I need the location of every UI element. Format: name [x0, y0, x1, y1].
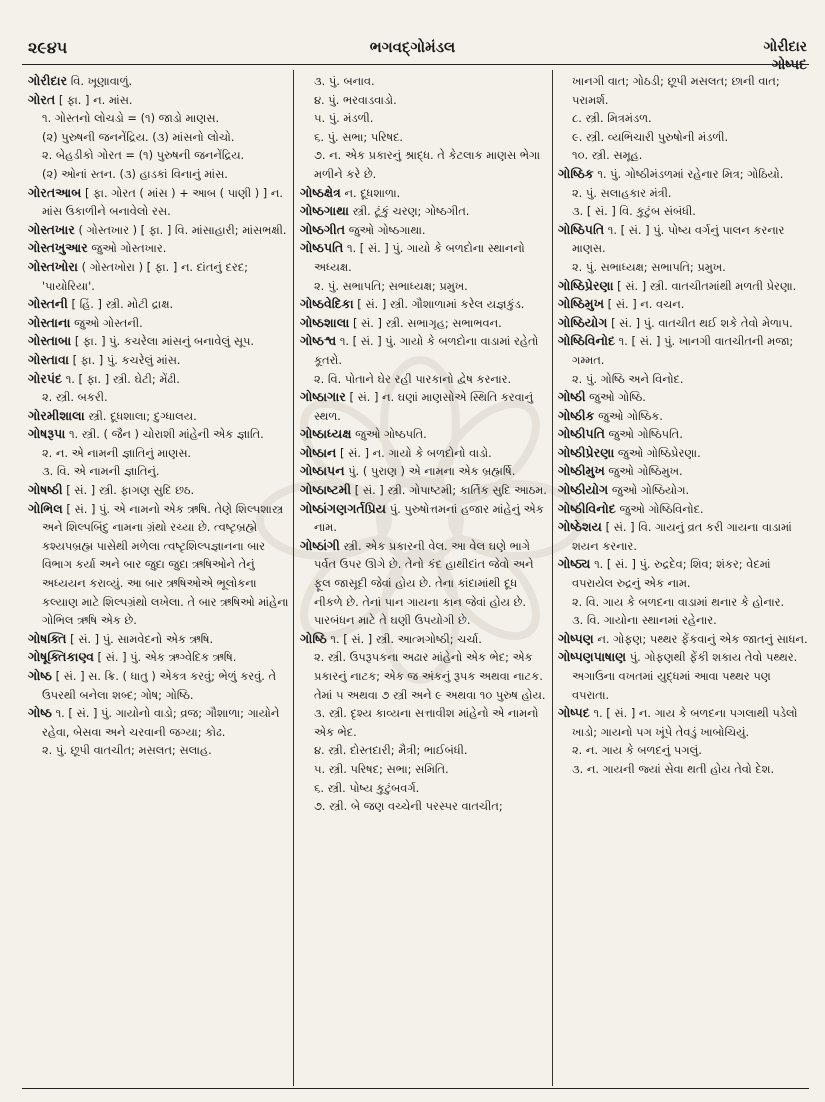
entry-definition: જુઓ ગોષ્ઠિપતિ. [604, 427, 683, 442]
dictionary-entry [300, 221, 548, 240]
entry-headword: ગોષ્ઠાંગણગર્તપ્રિય [300, 500, 387, 516]
entry-sense: (૨) ઓનાં સ્તન. (૩) હાડકાં વિનાનું માંસ. [42, 166, 228, 181]
dictionary-entry [558, 165, 808, 184]
dictionary-entry [28, 258, 290, 295]
entry-definition: જુઓ ગોષ્ઠિપ્રેરણા. [614, 445, 701, 460]
entry-sense: ૬. સ્ત્રી. પોષ્ય કુટુંબવર્ગ. [314, 780, 420, 795]
entry-headword: ગોષૂક્તિકાણ્વ [28, 649, 94, 665]
entry-definition: જુઓ ગોષ્ઠિવિનોદ. [615, 501, 704, 516]
entry-definition: [ સં. ] ન. ઘણાં માણસોએ સ્થિતિ કરવાનું સ્થળ. [314, 390, 534, 423]
dictionary-entry [28, 91, 290, 110]
entry-headword: ગોષ્ઠિવિનોદ [558, 333, 616, 349]
entry-definition: [ સં. ] સ્ત્રી. ફાગણ સુદિ છઠ. [62, 483, 195, 498]
entry-definition: જુઓ ગોષ્ઠિયોગ. [608, 483, 690, 498]
entry-headword: ગોરમીશાલા [28, 407, 85, 423]
entry-headword: ગોસ્તાબા [28, 333, 72, 349]
entry-definition: [ સં. ] સ. ક્રિ. ( ધાતુ ) એકત્ર કરવું; ભેળું કરવું. તે ઉપરથી બનેલા શબ્દ; ગોષ; ગોષ્ઠિ. [42, 669, 277, 702]
entry-headword: ગોષ્ઠિક [558, 165, 594, 181]
entry-headword: ગોષ્ઠવેદિકા [300, 296, 354, 312]
entry-definition: ૧. [ સં. ] પું. પોષ્ય વર્ગનું પાલન કરનાર માણસ. [572, 222, 785, 256]
entry-definition: ૧. [ ફા. ] સ્ત્રી. ઘેટી; મેંઢી. [62, 371, 180, 386]
column-divider [552, 70, 553, 1086]
entry-sense: ૭. ન. એક પ્રકારનું શ્રાદ્ધ. તે કેટલાક માણસ ભેગા મળીને કરે છે. [314, 148, 541, 181]
entry-sense: ૩. વિ. એ નામની જ્ઞાતિનું. [42, 464, 160, 479]
entry-sense: ખાનગી વાત; ગોઠડી; છૂપી મસલત; છાની વાત; પરામર્શ. [572, 74, 780, 107]
entry-definition: વિ. ખૂણાવાળું. [67, 74, 133, 88]
entry-sense: ૨. પું. છૂપી વાતચીત; મસલત; સલાહ. [42, 743, 212, 758]
footer-rule [22, 1088, 809, 1089]
entry-definition: જુઓ ગોષ્ઠિક. [594, 408, 663, 423]
entry-definition: ૧. [ સં. ] પું. ગાયોનો વાડો; વ્રજ; ગૌશાળા; ગાયોને રહેવા, બેસવા અને ચરવાની જગ્યા; કોઢ. [42, 706, 280, 739]
entry-definition: [ સં. ] પું. એક ઋગ્વેદિક ઋષિ. [93, 650, 237, 665]
dictionary-entry [558, 630, 808, 649]
entry-sense: ૨. પું. સલાહકાર મંત્રી. [572, 185, 672, 200]
book-title: ભગવદ્ગોમંડલ [369, 38, 456, 56]
entry-definition: જુઓ ગોસ્તખાર. [87, 241, 167, 256]
entry-sense: ૧૦. સ્ત્રી. સમૂહ. [572, 148, 643, 163]
entry-definition: [ ફા. ગોરત ( માંસ ) + આબ ( પાણી ) ] ન. માંસ ઉકાળીને બનાવેલો રસ. [42, 185, 283, 219]
entry-headword: ગોસ્તની [28, 296, 68, 312]
entry-sense: ૨. ન. ગાય કે બળદનું પગલું. [572, 743, 702, 758]
dictionary-entry [558, 500, 808, 519]
dictionary-entry [300, 500, 548, 537]
dictionary-entry [28, 425, 290, 444]
entry-headword: ગોષ્પદ [558, 705, 590, 721]
entry-headword: ગોષ્ઠીક [558, 407, 595, 423]
entry-definition: ૧. [ સં. ] પું. ગાયો કે બળદોના સ્થાનનો અધ્યક્ષ. [314, 241, 525, 274]
entry-definition: [ સં. ] ન. ગાયો કે બળદોનો વાડો. [336, 445, 492, 460]
entry-headword: ગોષ્ઠપતિ [300, 240, 344, 256]
entry-headword: ગોષ્ઠક્ષેત્ર [300, 184, 341, 200]
dictionary-entry [558, 648, 808, 704]
entry-sense: ૨. પું. સભાધ્યક્ષ; સભાપતિ; પ્રમુખ. [572, 259, 726, 274]
entry-definition: [ સં. ] સ્ત્રી. વાતચીતમાંથી મળતી પ્રેરણા. [613, 278, 797, 293]
entry-headword: ગોષ્ઠ [28, 705, 52, 721]
dictionary-entry [558, 295, 808, 314]
entry-headword: ગોષ્ઠીપ્રેરણા [558, 444, 615, 460]
entry-headword: ગોષ્ઠાંગી [300, 537, 340, 553]
dictionary-entry [558, 462, 808, 481]
entry-headword: ગોષ્ઠિપ્રેરણા [558, 277, 614, 293]
entry-definition: પું. પુરુષોત્તમનાં હજાર માંહેનું એક નામ. [314, 501, 544, 535]
entry-definition: ૧. [ સં. ] પું. ખાનગી વાતચીતની મજા; ગમ્મત. [572, 334, 794, 367]
entry-sense: ૭. સ્ત્રી. બે જણ વચ્ચેની પરસ્પર વાતચીત; [314, 799, 503, 814]
entry-headword: ગોષ્ઠ્ય [558, 556, 591, 572]
guide-word-first: ગોરીદાર [763, 39, 807, 55]
entry-sense: ૪. સ્ત્રી. દોસ્તદારી; મૈત્રી; ભાઈબંધી. [314, 743, 468, 758]
entry-headword: ગોષ્ઠી [558, 389, 586, 405]
dictionary-entry [558, 314, 808, 333]
entry-headword: ગોષષ્ઠી [28, 482, 63, 498]
dictionary-entry [558, 407, 808, 426]
dictionary-entry [300, 332, 548, 369]
entry-definition: [ ફા. ] પું. કચરેલું માંસ. [68, 352, 181, 367]
entry-sense: ૩. ન. ગાયની જ્યાં સેવા થતી હોય તેવો દેશ. [572, 761, 775, 776]
entry-headword: ગોષ્ઠગીત [300, 221, 346, 237]
entry-sense: (૨) પુરુષની જનનેંદ્રિય. (૩) માંસનો લોચો. [42, 129, 235, 144]
entry-headword: ગોરતઆબ [28, 184, 82, 200]
page-number: ૨૯૪૫ [28, 38, 68, 57]
entry-definition: ૧. સ્ત્રી. ( જૈન ) ચોરાશી માંહેની એક જ્ઞાતિ. [65, 427, 264, 442]
dictionary-entry [28, 648, 290, 667]
dictionary-entry [28, 184, 290, 221]
entry-sense: ૨. પું. ગોષ્ઠિ અને વિનોદ. [572, 371, 684, 386]
entry-sense: ૫. પું. મંડળી. [314, 111, 374, 126]
entry-headword: ગોષ્ઠિયોગ [558, 314, 608, 330]
dictionary-entry [558, 518, 808, 555]
entry-headword: ગોષ્ઠિપતિ [558, 221, 605, 237]
entry-sense: ૩. પું. બનાવ. [314, 74, 375, 88]
dictionary-entry [558, 444, 808, 463]
entry-definition: જુઓ ગોસ્તની. [70, 315, 143, 330]
entry-headword: ગોભિલ [28, 500, 63, 516]
guide-word-last: ગોષ્પદ [771, 57, 807, 73]
dictionary-entry [28, 314, 290, 333]
entry-definition: [ સં. ] પું. વાતચીત થઈ શકે તેવો મેળાપ. [607, 315, 793, 330]
dictionary-entry [558, 277, 808, 296]
dictionary-entry [300, 481, 548, 500]
entry-headword: ગોસ્તખોરા [28, 258, 79, 274]
entry-headword: ગોરપંદ [28, 370, 63, 386]
entry-headword: ગોષ્ઠીમુખ [558, 463, 605, 479]
entry-sense: ૧. ગોસ્તનો લોચડો = (૧) જાડો માણસ. [42, 111, 220, 126]
dictionary-entry [558, 332, 808, 369]
entry-definition: પું. ગોફણથી ફેંકી શકાય તેવો પથ્થર. અગાઉના વખતમાં યુદ્ધમાં આવા પથ્થર પણ વપરાતા. [572, 650, 798, 702]
entry-definition: [ સં. ] સ્ત્રી. ગોપાષ્ટમી; કાર્તિક સુદિ આઠમ. [351, 483, 547, 498]
entry-sense: ૪. પું. ભરવાડવાડો. [314, 92, 397, 107]
entry-definition: ૧. [ સં. ] પું. ગાયો કે બળદોના વાડામાં રહેતો કૂતરો. [314, 334, 539, 367]
entry-sense: ૨. પું. સભાપતિ; સભાધ્યક્ષ; પ્રમુખ. [314, 278, 468, 293]
entry-definition: ( ગોસ્તખોરા ) [ ફા. ] ન. દાંતનું દરદ; 'પાયોરિયા'. [42, 259, 248, 293]
dictionary-entry [558, 388, 808, 407]
entry-definition: સ્ત્રી. દૂધશાલા; દુગ્ધાલય. [84, 408, 197, 423]
entry-definition: ૧. [ સં. ] પું. રુદ્રદેવ; શિવ; શંકર; વેદમાં વપરાયેલ રુદ્રનું એક નામ. [572, 557, 771, 591]
entry-definition: ૧. [ સં. ] સ્ત્રી. આત્મગોષ્ઠી; ચર્ચા. [326, 631, 482, 646]
entry-headword: ગોષ્ઠશાલા [300, 314, 350, 330]
entry-definition: [ ફા. ] પું. કચરેલા માંસનું બનાવેલું સૂપ. [71, 334, 254, 349]
entry-headword: ગોસ્તાવા [28, 351, 69, 367]
entry-sense: ૫. સ્ત્રી. પરિષદ; સભા; સમિતિ. [314, 761, 449, 776]
entry-definition: [ ફા. ] ન. માંસ. [55, 92, 133, 107]
entry-headword: ગોષ્ઠગાથા [300, 203, 349, 219]
dictionary-entry [300, 462, 548, 481]
column-divider [293, 70, 294, 1086]
entry-definition: જુઓ ગોષ્ઠિ. [585, 390, 646, 405]
dictionary-column-3 [558, 72, 808, 1084]
dictionary-entry [300, 202, 548, 221]
entry-headword: ગોષ્ઠાધ્યક્ષ [300, 426, 352, 442]
entry-definition: પું. ( પુરાણ ) એ નામના એક બ્રહ્મર્ષિ. [344, 464, 516, 479]
dictionary-entry [28, 72, 290, 91]
entry-headword: ગોષ્ઠિમુખ [558, 296, 605, 312]
entry-definition: જુઓ ગોષ્ઠિમુખ. [604, 464, 683, 479]
dictionary-entry [300, 630, 548, 649]
entry-headword: ગોષરૂપા [28, 426, 66, 442]
dictionary-entry [28, 630, 290, 649]
entry-headword: ગોષ્ઠાપન [300, 463, 345, 479]
dictionary-entry [300, 444, 548, 463]
entry-headword: ગોષ્ઠીપતિ [558, 426, 605, 442]
entry-definition: [ હિં. ] સ્ત્રી. મોટી દ્રાક્ષ. [67, 297, 174, 312]
entry-sense: ૨. ન. એ નામની જ્ઞાતિનું માણસ. [42, 445, 192, 460]
entry-definition: સ્ત્રી. એક પ્રકારની વેલ. આ વેલ ઘણે ભાગે પર્વત ઉપર ઊગે છે. તેનો કંદ હાથીદાંત જેવો અને ફૂલ જાસૂદી જેવાં હોય છે. તેના કાંદામાંથી દૂધ નીકળે છે. તેનાં પાન ગાયના કાન જેવાં હોય છે. પારબંધન માટે તે ઘણી ઉપયોગી છે. [314, 538, 534, 628]
entry-sense: ૨. સ્ત્રી. બકરી. [42, 390, 108, 405]
entry-definition: [ સં. ] પું. એ નામનો એક ઋષિ. તેણે શિલ્પશાસ્ત્ર અને શિલ્પબિંદુ નામના ગ્રંથો રચ્યા છે. ત્વષ્ટૃબ્રહ્મે કશ્યપબ્રહ્મ પાસેથી મળેલા ત્વષ્ટૃશિલ્પજ્ઞાનના બાર વિભાગ કર્યા અને બાર જુદા જુદા ઋષિઓને તેનું અધ્યયન કરાવ્યું. આ બાર ઋષિઓએ ભૂલોકના કલ્યાણ માટે શિલ્પગ્રંથો લખેલા. તે બાર ઋષિઓ માંહેના ગોભિલ ઋષિ એક છે. [42, 501, 289, 628]
entry-headword: ગોષ્ઠિ [300, 630, 327, 646]
dictionary-entry [28, 351, 290, 370]
dictionary-entry [300, 314, 548, 333]
entry-headword: ગોષ્પણપાષાણ [558, 649, 627, 665]
dictionary-entry [558, 555, 808, 592]
dictionary-entry [558, 221, 808, 258]
entry-definition: [ સં. ] સ્ત્રી. સભાગૃહ; સભાભવન. [349, 315, 502, 330]
entry-headword: ગોષ્ઠીવિનોદ [558, 500, 616, 516]
dictionary-entry [300, 239, 548, 276]
entry-headword: ગોષ્ઠશ્વ [300, 333, 337, 349]
entry-sense: ૮. સ્ત્રી. મિત્રમંડળ. [572, 111, 652, 126]
entry-sense: ૨. વિ. ગાય કે બળદના વાડામાં થનાર કે હોનાર. [572, 594, 785, 609]
dictionary-entry [28, 239, 290, 258]
entry-definition: ન. દૂધશાળા. [340, 185, 401, 200]
entry-headword: ગોષ્ઠ [28, 668, 52, 683]
entry-headword: ગોસ્તાના [28, 314, 71, 330]
entry-headword: ગોરત [28, 91, 56, 107]
entry-definition: ૧. [ સં. ] ન. ગાય કે બળદના પગલાથી પડેલો ખાડો; ગાયનો પગ ખૂંપે તેવડું ખાબોચિયું. [572, 706, 798, 739]
entry-headword: ગોષ્ઠેશય [558, 519, 602, 535]
entry-sense: ૨. વિ. પોતાને ઘેર રહી પારકાનો દ્વેષ કરનાર. [314, 371, 512, 386]
entry-headword: ગોષ્પણ [558, 630, 594, 646]
entry-definition: ( ગોસ્તખાર ) [ ફા. ] વિ. માંસાહારી; માંસભક્ષી. [74, 222, 287, 237]
dictionary-entry [28, 407, 290, 426]
entry-definition: [ સં. ] વિ. ગાયનું વ્રત કરી ગાયના વાડામાં શયન કરનાર. [572, 520, 792, 553]
entry-sense: ૨. સ્ત્રી. ઉપરૂપકના અઢાર માંહેનો એક ભેદ; એક પ્રકારનું નાટક; એક જ અંકનું રૂપક અથવા નાટક. તેમાં ૫ અથવા ૭ સ્ત્રી અને ૯ અથવા ૧૦ પુરુષ હોય. [314, 650, 546, 702]
entry-headword: ગોષ્ઠાન [300, 444, 337, 460]
entry-definition: [ સં. ] ન. વચન. [604, 297, 685, 312]
entry-sense: ૩. [ સં. ] વિ. કુટુંબ સંબંધી. [572, 204, 696, 219]
entry-sense: ૨. બેહડીકો ગોરત = (૧) પુરુષની જનનેંદ્રિય. [42, 148, 245, 163]
dictionary-entry [28, 500, 290, 630]
dictionary-entry [300, 184, 548, 203]
dictionary-entry [300, 388, 548, 425]
entry-definition: જુઓ ગોષ્ઠપતિ. [351, 427, 427, 442]
entry-sense: ૩. વિ. ગાયોના સ્થાનમાં રહેનાર. [572, 613, 717, 628]
dictionary-entry [28, 332, 290, 351]
entry-headword: ગોષક્તિ [28, 630, 67, 646]
dictionary-entry [28, 370, 290, 389]
dictionary-entry [300, 537, 548, 630]
guide-words [764, 38, 807, 74]
entry-definition: [ સં. ] પું. સામવેદનો એક ઋષિ. [66, 631, 214, 646]
entry-headword: ગોષ્ઠાગાર [300, 389, 346, 405]
dictionary-column-1 [28, 72, 290, 1084]
dictionary-entry [558, 704, 808, 741]
dictionary-entry [28, 221, 290, 240]
dictionary-entry [28, 295, 290, 314]
entry-definition: ન. ગોફણ; પથ્થર ફેંકવાનું એક જાતનું સાધન. [593, 631, 808, 646]
entry-headword: ગોસ્તખાર [28, 221, 75, 237]
entry-sense: ૬. પું. સભા; પરિષદ. [314, 129, 404, 144]
entry-headword: ગોસ્તખુઆર [28, 240, 88, 256]
entry-headword: ગોરીદાર [28, 73, 68, 88]
dictionary-entry [28, 481, 290, 500]
entry-definition: [ સં. ] સ્ત્રી. ગૌશાળામાં કરેલ યજ્ઞકુંડ. [353, 297, 525, 312]
dictionary-column-2 [300, 72, 548, 1084]
dictionary-entry [28, 667, 290, 704]
dictionary-entry [558, 425, 808, 444]
header-rule [22, 64, 809, 65]
entry-headword: ગોષ્ઠીયોગ [558, 482, 609, 498]
entry-headword: ગોષ્ઠાષ્ટમી [300, 482, 352, 498]
dictionary-entry [28, 704, 290, 741]
entry-definition: સ્ત્રી. ટૂંકું ચરણ; ગોષ્ઠગીત. [348, 204, 470, 219]
dictionary-entry [558, 481, 808, 500]
entry-sense: ૯. સ્ત્રી. વ્યભિચારી પુરુષોની મંડળી. [572, 129, 729, 144]
entry-definition: ૧. પું. ગોષ્ઠીમંડળમાં રહેનાર મિત્ર; ગોઠિયો. [593, 166, 784, 181]
dictionary-entry [300, 425, 548, 444]
entry-definition: જુઓ ગોષ્ઠગાથા. [345, 222, 426, 237]
dictionary-entry [300, 295, 548, 314]
entry-sense: ૩. સ્ત્રી. દૃશ્ય કાવ્યના સત્તાવીશ માંહેનો એ નામનો એક ભેદ. [314, 706, 539, 739]
page-header [0, 0, 825, 73]
